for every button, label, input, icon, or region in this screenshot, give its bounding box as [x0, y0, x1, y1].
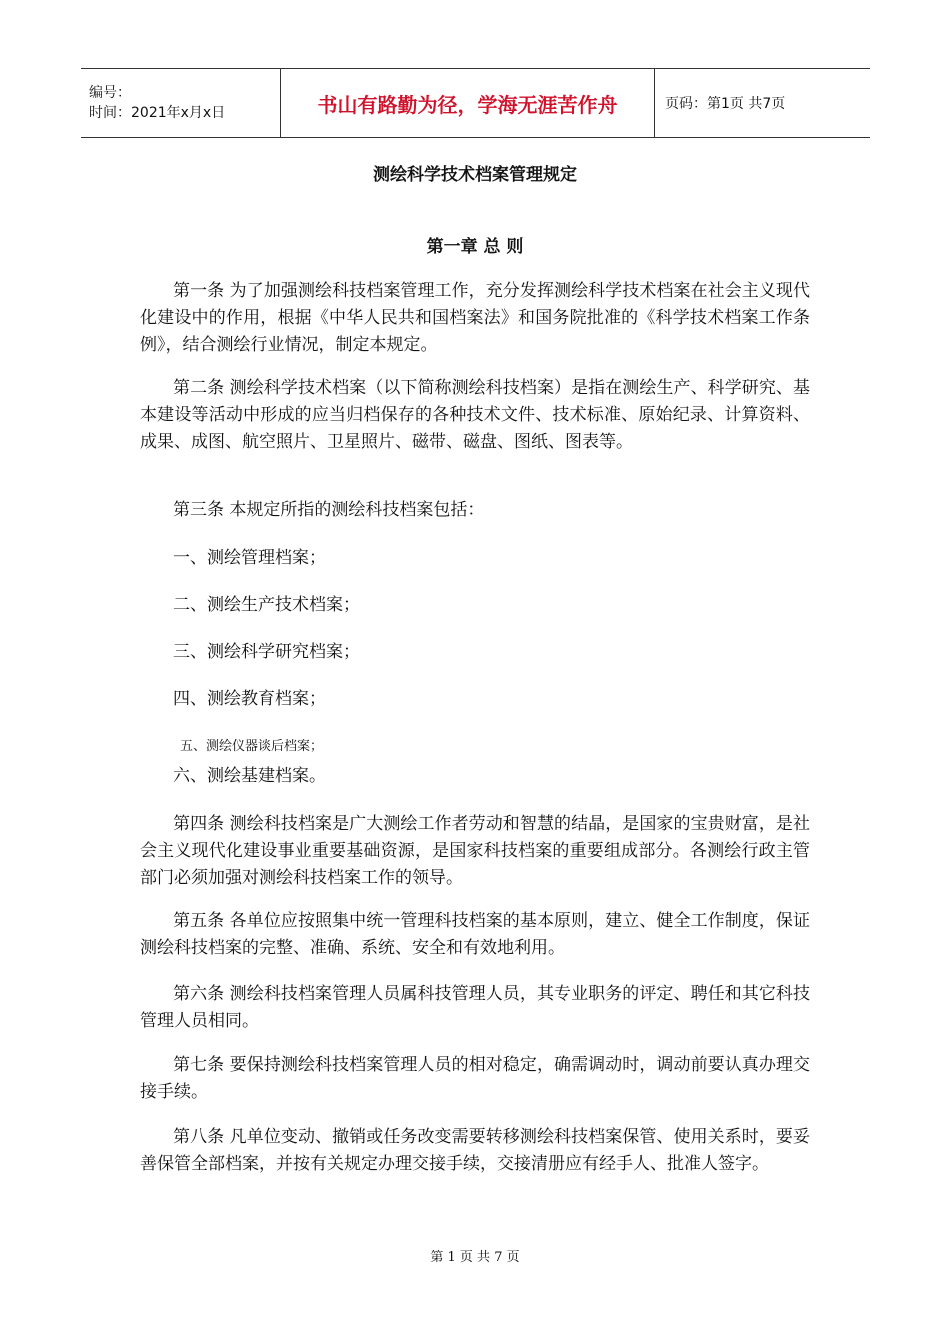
header-motto-cell	[280, 69, 655, 137]
list-item: 三、测绘科学研究档案；	[173, 642, 360, 662]
list-item: 六、测绘基建档案。	[173, 766, 326, 786]
date-label: 时间：2021年x月x日	[89, 105, 226, 121]
article-4: 第四条 测绘科技档案是广大测绘工作者劳动和智慧的结晶，是国家的宝贵财富，是社会主义现代化建设事业重要基础资源，是国家科技档案的重要组成部分。各测绘行政主管部门必须加强对测绘科技档案工作的领导。	[140, 814, 810, 888]
motto-text: 书山有路勤为径，学海无涯苦作舟	[317, 92, 618, 117]
list-item: 二、测绘生产技术档案；	[173, 595, 360, 615]
article-7: 第七条 要保持测绘科技档案管理人员的相对稳定，确需调动时，调动前要认真办理交接手续。	[140, 1055, 810, 1102]
header-page-info: 页码：第1页 共7页	[665, 96, 786, 112]
article-8: 第八条 凡单位变动、撤销或任务改变需要转移测绘科技档案保管、使用关系时，要妥善保管全部档案，并按有关规定办理交接手续，交接清册应有经手人、批准人签字。	[140, 1127, 810, 1174]
list-item: 五、测绘仪器谈后档案；	[180, 739, 324, 754]
article-6: 第六条 测绘科技档案管理人员属科技管理人员，其专业职务的评定、聘任和其它科技管理人员相同。	[140, 984, 810, 1031]
article-3: 第三条 本规定所指的测绘科技档案包括：	[173, 500, 485, 520]
list-item: 四、测绘教育档案；	[173, 689, 326, 709]
article-2: 第二条 测绘科学技术档案（以下简称测绘科技档案）是指在测绘生产、科学研究、基本建设等活动中形成的应当归档保存的各种技术文件、技术标准、原始纪录、计算资料、成果、成图、航空照片、卫星照片、磁带、磁盘、图纸、图表等。	[140, 378, 810, 452]
article-1: 第一条 为了加强测绘科技档案管理工作，充分发挥测绘科学技术档案在社会主义现代化建设中的作用，根据《中华人民共和国档案法》和国务院批准的《科学技术档案工作条例》，结合测绘行业情况，制定本规定。	[140, 281, 810, 355]
header-meta	[81, 69, 280, 137]
page-footer: 第 1 页 共 7 页	[430, 1250, 520, 1265]
serial-number-label: 编号：	[89, 85, 131, 101]
chapter-title: 第一章 总 则	[426, 237, 524, 257]
document-title: 测绘科学技术档案管理规定	[373, 165, 577, 185]
list-item: 一、测绘管理档案；	[173, 548, 326, 568]
article-5: 第五条 各单位应按照集中统一管理科技档案的基本原则，建立、健全工作制度，保证测绘科技档案的完整、准确、系统、安全和有效地利用。	[140, 911, 810, 958]
page-header	[81, 68, 870, 138]
